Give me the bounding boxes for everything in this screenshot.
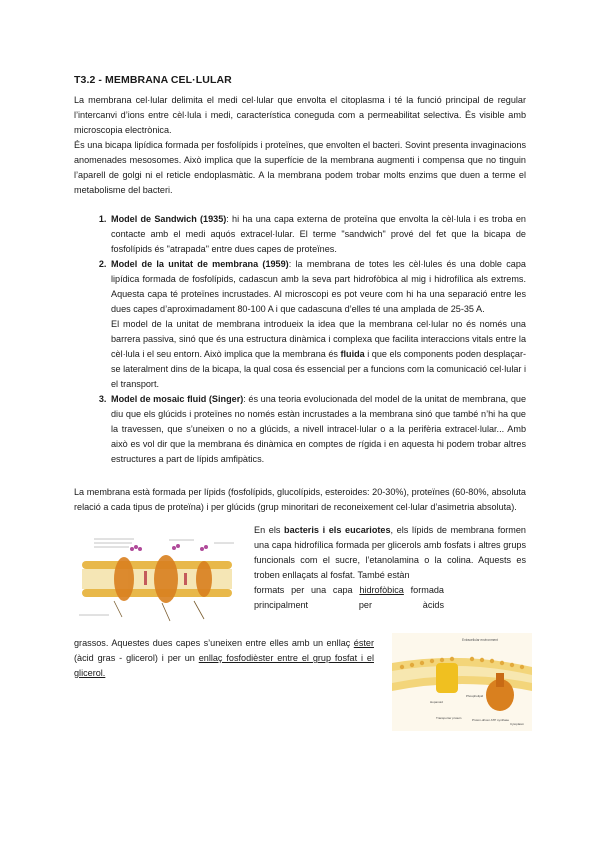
- phosphodiester-term: enllaç fosfodièster entre el grup fosfat i el glicerol.: [74, 653, 374, 678]
- model-text: : la membrana de totes les cèl·lules és una doble capa lipídica formada de fosfolípids, cadascun amb la seva part hidrofòbica al mig i hidrofílica als extrems. Aquesta capa té proteïnes incrustades. Al microscopi es pot veure com hi ha una separació entre les dues capes d’aproximadament 80-100 A i que cadascuna d’elles té una amplada de 25-35 A.: [111, 259, 526, 314]
- model-item-fluid-mosaic: [109, 392, 526, 467]
- figure-row: [74, 523, 526, 726]
- intro-paragraph-2: És una bicapa lipídica formada per fosfolípids i proteïnes, que envolten el bacteri. Sovint presenta invaginacions anomenades mesosomes. Això implica que la superfície de la membrana augmenti i compensa que no tinguin l’aparell de golgi ni el reticle endoplasmàtic. A la membrana podem trobar molts enzims que duen a terme el metabolisme del bacteri.: [74, 140, 526, 195]
- bacteria-text-a: En els: [254, 525, 285, 535]
- models-list: [74, 212, 526, 467]
- membrane-diagram-figure: [74, 535, 240, 627]
- bacteria-bold: bacteris i els eucariotes: [284, 525, 391, 535]
- ester-term: éster: [353, 638, 374, 648]
- model-name: Model de mosaic fluid (Singer): [111, 394, 244, 404]
- model-extra-b: i que els components poden desplaçar-se lateralment dins de la bicapa, la qual cosa és essencial per a funcions com la comunicació cel·lular i el transport.: [111, 349, 526, 389]
- model-name: Model de la unitat de membrana (1959): [111, 259, 289, 269]
- label-hop: Hopanoid: [430, 700, 443, 704]
- transporter-protein: [436, 663, 458, 693]
- label-atp: Proton-driven ATP synthase: [472, 718, 510, 722]
- model-item-sandwich: [109, 212, 526, 257]
- label-trans: Transporter protein: [436, 716, 462, 720]
- document-page: [74, 74, 527, 726]
- bacteria-text-c: formats per una capa: [254, 585, 360, 595]
- model-item-unit-membrane: [109, 257, 526, 392]
- bacterial-membrane-figure: [392, 633, 532, 731]
- atp-synthase-stalk: [496, 673, 504, 687]
- model-text: : hi ha una capa externa de proteïna que envolta la cèl·lula i es troba en contacte amb el medi aquós extracel·lular. El terme "sandwich" prové del fet que la bicapa de fosfolípids és "atrapada" entre dues capes de proteïnes.: [111, 214, 526, 254]
- hydrophobic-term: hidrofòbica: [359, 585, 404, 595]
- bacteria-paragraph-mid: [254, 583, 444, 613]
- model-extra-a: El model de la unitat de membrana introdueix la idea que la membrana cel·lular no és només una barrera passiva, sinó que és una estructura dinàmica i complexa que facilita interaccions vitals entre la cèl·lula i el seu entorn. Això implica que la membrana és: [111, 319, 526, 359]
- bacteria-paragraph-top: [254, 523, 526, 583]
- model-name: Model de Sandwich (1935): [111, 214, 227, 224]
- label-env: Extracellular environment: [462, 638, 498, 642]
- model-extra-bold: fluida: [340, 349, 365, 359]
- bacteria-paragraph-bottom: [74, 636, 374, 681]
- bacteria-text-b: , els lípids de membrana formen una capa hidrofílica formada per glicerols amb fosfats i altres grups funcionals com el sucre, l’etanolamina o la colina. Aquests es troben enllaçats al fosfat. També estàn: [254, 525, 526, 580]
- label-phos: Phospholipid: [466, 694, 484, 698]
- model-extra: [111, 317, 526, 392]
- bacteria-text-d: formada principalment per àcids: [254, 585, 444, 610]
- model-text: : és una teoria evolucionada del model de la unitat de membrana, que diu que els glúcids i proteïnes no només estàn incrustades a la membrana sinó que també n’hi ha que la travessen, que s’uneixen o no a glúcids, a nivell intracel·lular o a la perifèria extracel·lular... Amb això es vol dir que la membrana és dinàmica en comptes de rígida i en aquesta hi podem trobar altres estructures a part de lípids amfipàtics.: [111, 394, 527, 464]
- bacteria-text-f: (àcid gras - glicerol) i per un: [74, 653, 199, 663]
- composition-paragraph: La membrana està formada per lípids (fosfolípids, glucolípids, esteroides: 20-30%), proteïnes (60-80%, absoluta relació a cada tipus de proteïna) i per glúcids (grup minoritari de reconeixement cel·lular d’asimetria absoluta).: [74, 487, 526, 512]
- bacteria-text-e: grassos. Aquestes dues capes s’uneixen entre elles amb un enllaç: [74, 638, 354, 648]
- label-cyto: Cytoplasm: [510, 722, 525, 726]
- section-title: T3.2 - MEMBRANA CEL·LULAR: [74, 74, 232, 86]
- intro-paragraph-1: La membrana cel·lular delimita el medi cel·lular que envolta el citoplasma i té la funció principal de regular l’intercanvi d’ions entre cèl·lula i medi, característica coneguda com a permeabilitat selectiva. És visible amb microscopia electrònica.: [74, 95, 526, 135]
